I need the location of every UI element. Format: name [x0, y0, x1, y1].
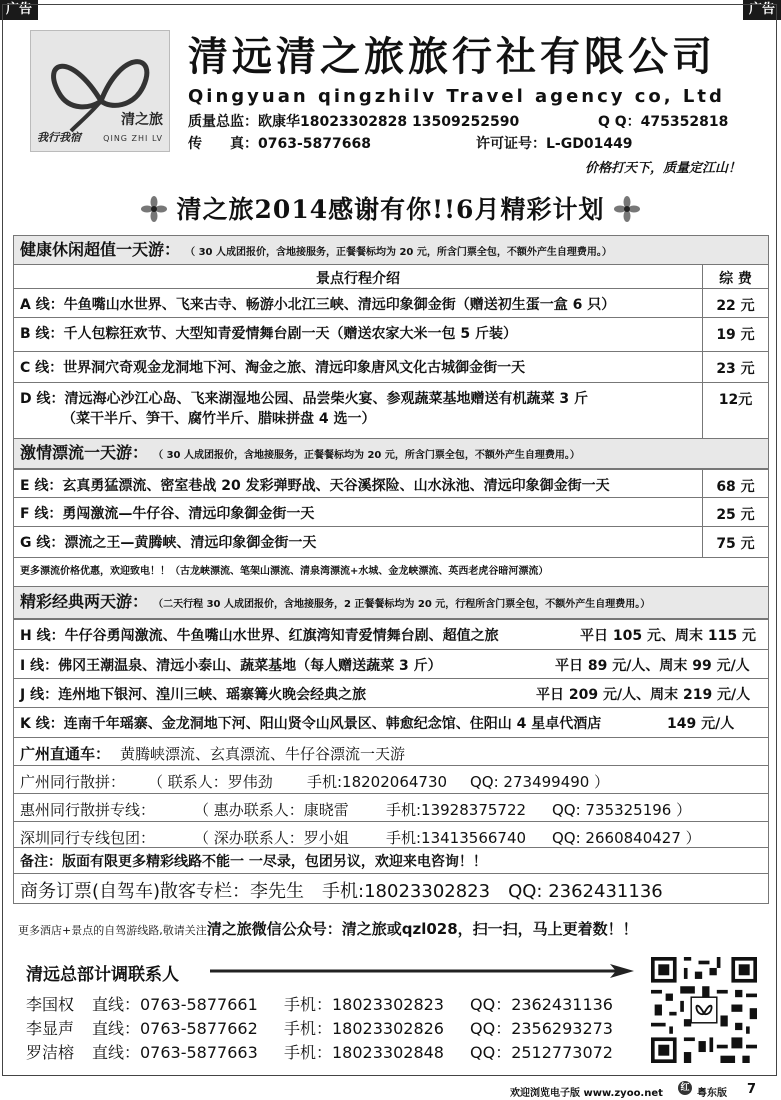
table-row	[13, 527, 769, 558]
logo-brand: 清之旅	[121, 112, 163, 128]
table-row	[13, 619, 769, 650]
footer-badge: 红	[678, 1081, 692, 1095]
logo-slogan: 我行我宿	[37, 131, 81, 144]
person-line: 直线：0763-5877662	[92, 1019, 258, 1038]
col-price: 综 费	[702, 265, 768, 288]
footer-website: 欢迎浏览电子版 www.zyoo.net	[510, 1088, 663, 1099]
plan-title-text: 清之旅2014感谢有你!!6月精彩计划	[176, 195, 605, 224]
person-line: 直线：0763-5877661	[92, 995, 258, 1014]
contact-label: 广州同行散拼：	[20, 773, 126, 791]
section-two-day	[13, 587, 769, 619]
route-price: 23 元	[702, 352, 768, 382]
contact-phone: 手机:13413566740	[386, 829, 527, 847]
rafting-more-note: 更多漂流价格优惠，欢迎致电！！（古龙峡漂流、笔架山漂流、清泉湾漂流+水城、金龙峡漂流、英西老虎谷暗河漂流）	[13, 558, 769, 587]
section-one-day-leisure	[13, 235, 769, 265]
contact-person: （ 联系人：罗伟劲	[148, 773, 273, 791]
wechat-promo	[18, 918, 638, 939]
table-row	[13, 352, 769, 383]
huizhou-contact	[13, 794, 769, 822]
flower-icon	[141, 196, 167, 222]
section-title: 精彩经典两天游：	[20, 592, 149, 611]
route-price: 12元	[702, 383, 768, 438]
remark-row	[13, 848, 769, 874]
route-desc: I 线：佛冈王潮温泉、清远小泰山、蔬菜基地（每人赠送蔬菜 3 斤）	[20, 658, 442, 674]
shenzhen-contact	[13, 822, 769, 848]
route-desc: A 线：牛鱼嘴山水世界、飞来古寺、畅游小北江三峡、清远印象御金街（赠送初生蛋一盒 6 只）	[20, 297, 616, 313]
route-desc: J 线：连州地下银河、湟川三峡、瑶寨篝火晚会经典之旅	[20, 687, 367, 703]
route-price: 平日 209 元/人、周末 219 元/人	[536, 687, 751, 703]
route-desc: H 线：牛仔谷勇闯激流、牛鱼嘴山水世界、红旗湾知青爱情舞台剧、超值之旅	[20, 628, 499, 644]
contact-phone: 手机:13928375722	[386, 801, 527, 819]
section-title: 激情漂流一天游：	[20, 443, 149, 462]
route-desc: K 线：连南千年瑶寨、金龙洞地下河、阳山贤令山风景区、韩愈纪念馆、住阳山 4 星卓代酒店	[20, 716, 602, 732]
quality-supervisor: 质量总监：欧康华18023302828 13509252590	[188, 114, 520, 130]
ticket-info: 商务订票(自驾车)散客专栏：李先生 手机:18023302823 QQ: 2362431136	[20, 881, 663, 902]
contact-person: （ 惠办联系人：康晓雷	[194, 801, 349, 819]
company-name-en: Qingyuan qingzhilv Travel agency co, Ltd	[188, 86, 725, 107]
wechat-promo-large: 清之旅微信公众号：清之旅或qzl028，扫一扫，马上更着数！！	[206, 920, 638, 938]
person-line: 直线：0763-5877663	[92, 1043, 258, 1062]
contact-label: 深圳同行专线包团：	[20, 829, 156, 847]
company-logo	[30, 30, 170, 152]
guangzhou-direct	[13, 738, 769, 766]
table-row	[13, 498, 769, 527]
contacts-title: 清远总部计调联系人	[26, 965, 179, 985]
route-desc: D 线：清远海心沙江心岛、飞来湖湿地公园、品尝柴火宴、参观蔬菜基地赠送有机蔬菜 3 斤	[20, 391, 588, 407]
route-price: 75 元	[702, 527, 768, 557]
person-qq: QQ：2362431136	[470, 995, 613, 1014]
page-footer	[0, 1080, 781, 1100]
contact-person: （ 深办联系人：罗小姐	[194, 829, 349, 847]
route-desc: F 线：勇闯激流—牛仔谷、清远印象御金街一天	[20, 506, 315, 522]
section-note: （ 30 人成团报价，含地接服务，正餐餐标均为 20 元，所含门票全包，不额外产生自理费用。）	[185, 247, 612, 258]
route-price: 平日 89 元/人、周末 99 元/人	[555, 658, 750, 674]
qr-code-icon	[651, 957, 757, 1063]
route-desc: B 线：千人包粽狂欢节、大型知青爱情舞台剧一天（赠送农家大米一包 5 斤装）	[20, 326, 518, 342]
contact-qq: QQ: 735325196 ）	[552, 801, 692, 819]
company-qq: Q Q：475352818	[598, 114, 729, 130]
table-row	[13, 650, 769, 679]
person-name: 罗洁榕	[26, 1043, 75, 1062]
person-qq: QQ：2356293273	[470, 1019, 613, 1038]
table-row	[13, 469, 769, 498]
wechat-promo-small: 更多酒店+景点的自驾游线路,敬请关注	[18, 924, 207, 937]
footer-edition: 粤东版	[697, 1088, 727, 1099]
section-note: （ 30 人成团报价，含地接服务，正餐餐标均为 20 元，所含门票全包，不额外产生自理费用。）	[153, 450, 580, 461]
plan-title	[0, 190, 781, 226]
section-rafting	[13, 439, 769, 469]
table-header	[13, 265, 769, 289]
section-note: （二天行程 30 人成团报价，含地接服务，2 正餐餐标均为 20 元，行程所含门票全包，不额外产生自理费用。）	[153, 599, 651, 610]
company-name: 清远清之旅旅行社有限公司	[188, 33, 716, 80]
arrow-icon	[210, 964, 636, 978]
remark: 备注：版面有限更多精彩线路不能一 一尽录，包团另议，欢迎来电咨询！！	[20, 854, 487, 870]
person-mobile: 手机：18023302848	[284, 1043, 444, 1062]
route-price: 19 元	[702, 318, 768, 351]
route-price: 22 元	[702, 289, 768, 317]
route-desc-extra: （菜干半斤、笋干、腐竹半斤、腊味拼盘 4 选一）	[62, 411, 376, 427]
route-desc: E 线：玄真勇猛漂流、密室巷战 20 发彩弹野战、天谷溪探险、山水泳池、清远印象御金街一天	[20, 478, 610, 494]
ad-tag-right: 广告	[743, 0, 781, 20]
route-price: 平日 105 元、周末 115 元	[580, 628, 756, 644]
guangzhou-direct-title: 广州直通车：	[20, 745, 111, 763]
contact-phone: 手机:18202064730	[307, 773, 448, 791]
person-mobile: 手机：18023302823	[284, 995, 444, 1014]
contact-label: 惠州同行散拼专线：	[20, 801, 156, 819]
logo-sub: QING ZHI LV	[103, 134, 163, 143]
table-row	[13, 289, 769, 318]
license-number: 许可证号：L-GD01449	[476, 136, 633, 152]
col-route: 景点行程介绍	[316, 271, 400, 287]
route-price: 149 元/人	[667, 716, 735, 732]
route-desc: C 线：世界洞穴奇观金龙洞地下河、淘金之旅、清远印象唐风文化古城御金街一天	[20, 360, 526, 376]
guangzhou-contact	[13, 766, 769, 794]
person-name: 李显声	[26, 1019, 75, 1038]
section-title: 健康休闲超值一天游：	[20, 240, 181, 259]
page-number: 7	[747, 1082, 757, 1097]
route-price: 25 元	[702, 498, 768, 526]
table-row	[13, 679, 769, 708]
company-motto: 价格打天下，质量定江山！	[584, 161, 741, 176]
flower-icon	[614, 196, 640, 222]
table-row	[13, 708, 769, 738]
ticket-row	[13, 874, 769, 904]
company-fax: 传 真：0763-5877668	[188, 136, 371, 152]
guangzhou-direct-text: 黄腾峡漂流、玄真漂流、牛仔谷漂流一天游	[120, 745, 406, 763]
route-price: 68 元	[702, 470, 768, 497]
person-mobile: 手机：18023302826	[284, 1019, 444, 1038]
person-name: 李国权	[26, 995, 75, 1014]
route-desc: G 线：漂流之王—黄腾峡、清远印象御金街一天	[20, 535, 317, 551]
table-row	[13, 383, 769, 439]
contact-qq: QQ: 2660840427 ）	[552, 829, 701, 847]
contact-qq: QQ: 273499490 ）	[470, 773, 610, 791]
table-row	[13, 318, 769, 352]
person-qq: QQ：2512773072	[470, 1043, 613, 1062]
ad-tag-left: 广告	[0, 0, 38, 20]
